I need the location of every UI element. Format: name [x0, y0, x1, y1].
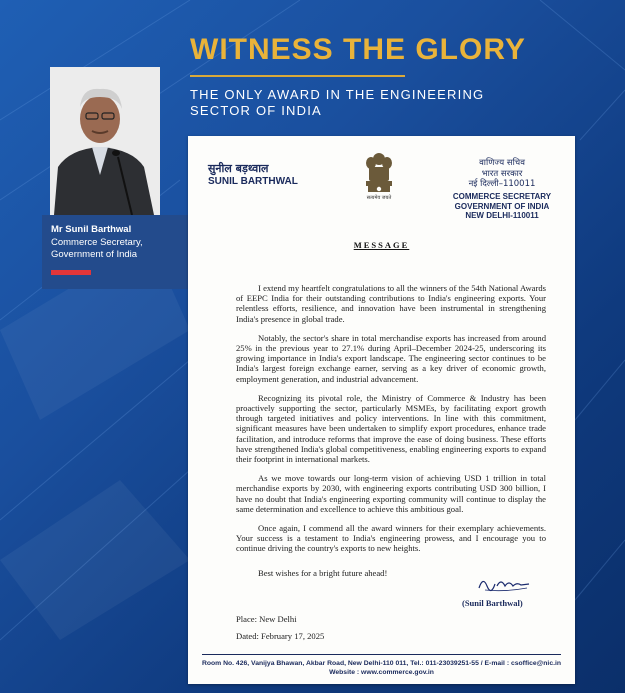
sender-name-hindi: सुनील बड़थ्वाल [208, 162, 269, 175]
footer-divider [202, 654, 561, 655]
office-hindi-line: वाणिज्य सचिव [479, 158, 525, 168]
message-body [236, 283, 546, 563]
footer-website: Website : www.commerce.gov.in [329, 669, 434, 676]
portrait-photo [50, 67, 160, 215]
accent-bar [51, 270, 91, 275]
office-hindi-line: भारत सरकार [481, 168, 523, 179]
signatory-name: (Sunil Barthwal) [462, 598, 523, 608]
emblem-motto: सत्यमेव जयते [366, 195, 392, 201]
place-line: Place: New Delhi [236, 614, 297, 624]
office-hindi-line: नई दिल्ली–110011 [468, 179, 536, 189]
closing-line: Best wishes for a bright future ahead! [258, 568, 388, 578]
gold-divider [190, 75, 405, 77]
message-letter [188, 136, 575, 684]
profile-name: Mr Sunil Barthwal [51, 224, 132, 235]
message-paragraph: Once again, I commend all the award winners for their exemplary achievements. Your success is a testament to India's engineering prowess, and I encourage you to continue driving the country's exports to new heights. [236, 523, 546, 554]
message-paragraph: Recognizing its pivotal role, the Ministry of Commerce & Industry has been proactively supporting the sector, particularly MSMEs, by facilitating export growth through targeted initiatives and policy interventions. In line with this commitment, significant measures have been undertaken to simplify export procedures, enhance trade facilitation, and introduce reforms that improve the ease of doing business. These efforts have strengthened India's global competitiveness, enabling engineering exports to expand their footprint in international markets. [236, 392, 546, 465]
office-english-line: COMMERCE SECRETARY [452, 192, 552, 201]
date-line: Dated: February 17, 2025 [236, 631, 325, 641]
message-paragraph: As we move towards our long-term vision of achieving USD 1 trillion in total merchandise exports by 2030, with engineering exports contributing USD 300 billion, I have no doubt that India's engineering exporting community will continue to display the same determination and excellence to achieve this ambitious goal. [236, 473, 546, 514]
office-english [447, 192, 557, 221]
office-hindi [447, 158, 557, 190]
national-emblem-icon [363, 151, 395, 195]
footer-address: Room No. 426, Vanijya Bhawan, Akbar Road, New Delhi-110 011, Tel.: 011-23039251-55 / E-mail : csoffice@nic.in [201, 660, 562, 667]
letter-footer [188, 659, 575, 677]
office-english-line: GOVERNMENT OF INDIA [454, 201, 550, 211]
profile-role: Commerce Secretary, Government of India [51, 237, 143, 260]
profile-caption-panel [42, 215, 188, 289]
banner-subtitle: THE ONLY AWARD IN THE ENGINEERING SECTOR OF INDIA [190, 87, 485, 118]
handwritten-signature [475, 572, 535, 594]
message-paragraph: Notably, the sector's share in total merchandise exports has increased from around 25% in the previous year to 27.1% during April–December 2024-25, underscoring its growing importance in India's export landscape. The engineering sector continues to be India's largest foreign exchange earner, serving as a key driver of economic growth, employment generation, and industrial advancement. [236, 332, 546, 384]
banner-headline: WITNESS THE GLORY [190, 33, 526, 66]
message-paragraph: I extend my heartfelt congratulations to all the winners of the 54th National Awards of EEPC India for their outstanding contributions to India's engineering exports. Your relentless efforts, resilience, and innovation have been instrumental in strengthening India's presence in global trade. [236, 283, 546, 324]
office-english-line: NEW DELHI-110011 [465, 211, 539, 220]
sender-name-english: SUNIL BARTHWAL [208, 176, 298, 187]
message-heading: MESSAGE [353, 240, 410, 250]
